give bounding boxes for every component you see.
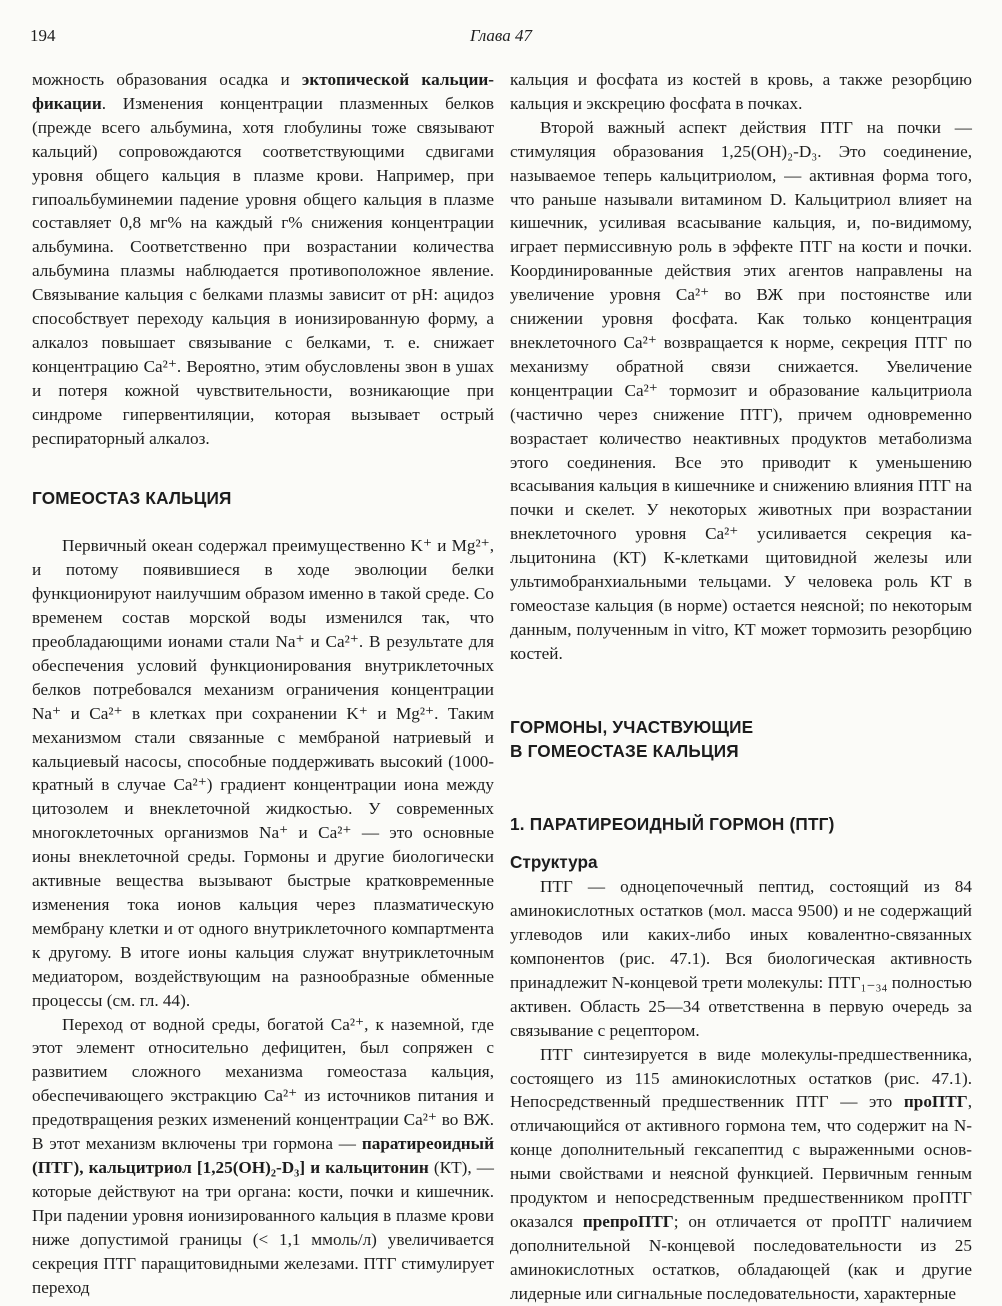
text-span: можность образования осадка и (32, 70, 302, 89)
text-span: , отличающийся от активного гормона тем, что содержит на N-конце дополнительный гексапептид с выраженными основными свойствами и неясной функцией. Первичным генным продуктом и непосредственным предшественником проПТГ оказался (510, 1092, 972, 1231)
section-heading-calcium-homeostasis: ГОМЕОСТАЗ КАЛЬЦИЯ (32, 487, 232, 508)
bold-term: проПТГ (903, 1092, 968, 1112)
section-heading-hormones (510, 716, 972, 764)
paragraph-continuation: кальция и фосфата из костей в кровь, а также резорбцию кальция и экскрецию фосфата в почках. (510, 70, 972, 113)
heading-line: ГОРМОНЫ, УЧАСТВУЮЩИЕ (510, 716, 754, 737)
paragraph-pth-structure: ПТГ — одноцепочечный пептид, состоящий из 84 аминокислотных остатков (мол. масса 9500) и не содержащий углеводов или каких-либо иных ковалентно-связанных компонентов (рис. 47.1). Вся биологическая активность принадлежит N-концевой трети молекулы: ПТГ₁₋₃₄ полностью активен. Область 25—34 ответственна в первую очередь за связывание с рецептором. (510, 877, 972, 1040)
paragraph-ocean: Первичный океан содержал преимущественно K⁺ и Mg²⁺, и потому появившиеся в ходе эволюции белки функционируют наилучшим образом именно в такой среде. Со временем состав морской воды изменился так, что преобладающими ионами стали Na⁺ и Ca²⁺. В результате для обеспечения условий функционирования внутриклеточных белков потребовался механизм ограничения концентрации Na⁺ и Ca²⁺ в клетках при сохранении K⁺ и Mg²⁺. Таким механизмом стали связанные с мембраной натриевый и кальциевый насосы, способные поддерживать высокий (1000-кратный в случае Ca²⁺) градиент концентрации иона между цитозолем и внеклеточной жидкостью. У современных многоклеточных организмов Na⁺ и Ca²⁺ — это основные ионы внеклеточной среды. Гормоны и другие биологически активные вещества вызывают быстрые кратковременные изменения тока ионов кальция через плазматическую мембрану клетки и от одного внутриклеточного компартмента к другому. В итоге ионы кальция служат внутриклеточным медиатором, воздействующим на разнообразные обменные процессы (см. гл. 44). (32, 536, 494, 1010)
paragraph-intro (32, 68, 494, 451)
bold-term: паратиреоидный (ПТГ), кальцитриол [1,25(OH)₂-D₃] и кальцитонин (32, 1134, 494, 1177)
text-span: ; он отличается от проПТГ наличием дополнительной N-концевой последовательности из 25 аминокислотных остатков, обладающей (как и другие лидерные или сигнальные последовательности, характерные (510, 1211, 972, 1303)
paragraph-transition (32, 1013, 494, 1300)
heading-line: В ГОМЕОСТАЗЕ КАЛЬЦИЯ (510, 740, 739, 761)
text-span: ПТГ синтезируется в виде молекулы-предшественника, состоящего из 115 аминокислотных остатков (рис. 47.1). Непосредственный предшественник ПТГ — это (510, 1044, 972, 1112)
subsection-heading-structure: Структура (510, 852, 598, 873)
bold-term: эктопической кальциификации (32, 70, 494, 113)
running-head (30, 26, 972, 56)
text-span: (КТ), — которые действуют на три органа: кости, почки и кишечник. При падении уровня ионизированного кальция в плазме крови ниже допустимой границы (< 1,1 ммоль/л) увеличивается секреция ПТГ паращитовидными железами. ПТГ стимулирует переход (32, 1157, 494, 1297)
paragraph-pth-synthesis (510, 1043, 972, 1306)
right-column (510, 68, 972, 1306)
text-span: . Изменения концентрации плазменных белков (прежде всего альбумина, хотя глобулины тоже связывают кальций) сопровождаются соответствующими сдвигами уровня общего кальция в плазме крови. Например, при гипоальбуминемии падение уровня общего кальция в плазме составляет 0,8 мг% на каждый г% снижения концентрации альбумина. Соответственно при возрастании количества альбумина плазмы наблюдается противоположное явление. Связывание кальция с белками плазмы зависит от pH: ацидоз способствует переходу кальция в ионизированную форму, а алкалоз повышает связывание с белками, т. е. снижает концентрацию Ca²⁺. Вероятно, этим обусловлены звон в ушах и потеря кожной чувствительности, возникающие при синдроме гипервентиляции, которая вызывает острый респираторный алкалоз. (32, 93, 494, 448)
text-span: Переход от водной среды, богатой Ca²⁺, к наземной, где этот элемент относительно дефицитен, был сопряжен с развитием сложного механизма гомеостаза кальция, обеспечивающего экстракцию Ca²⁺ из источников питания и предотвращения резких изменений концентрации Ca²⁺ во ВЖ. В этот механизм включены три гормона — (32, 1014, 494, 1154)
paragraph-second-aspect: Второй важный аспект действия ПТГ на почки — стимуляция образования 1,25(OH)₂-D₃. Это соединение, называемое теперь кальцитриолом, — активная форма того, что раньше называли витамином D. Кальцитриол влияет на кишечник, усиливая всасывание кальция, и, по-видимому, играет пермиссивную роль в эффекте ПТГ на кости и почки. Координированные действия этих агентов направлены на увеличение уровня Ca²⁺ во ВЖ при постоянстве или снижении уровня фосфата. Как только концентрация внеклеточного Ca²⁺ возвращается к норме, секреция ПТГ по механизму обратной связи снижается. Увеличение концентрации Ca²⁺ тормозит и образование кальцитриола (частично через снижение ПТГ), причем одновременно возрастает количество неактивных продуктов метаболизма этого соединения. Все это приводит к уменьшению всасывания кальция в кишечнике и снижению влияния ПТГ на почки и скелет. У некоторых животных при возрастании внеклеточного уровня Ca²⁺ усиливается секреция кальцитонина (КТ) К-клетками щитовидной железы или ультимобранхиальными тельцами. У человека роль КТ в гомеостазе кальция (в норме) остается неясной; по некоторым данным, полученным in vitro, КТ может тормозить резорбцию костей. (510, 117, 972, 663)
bold-term: препроПТГ (582, 1211, 674, 1231)
section-heading-pth: 1. ПАРАТИРЕОИДНЫЙ ГОРМОН (ПТГ) (510, 814, 835, 835)
left-column (32, 68, 494, 1299)
chapter-title: Глава 47 (470, 26, 532, 45)
page-number: 194 (30, 26, 56, 45)
